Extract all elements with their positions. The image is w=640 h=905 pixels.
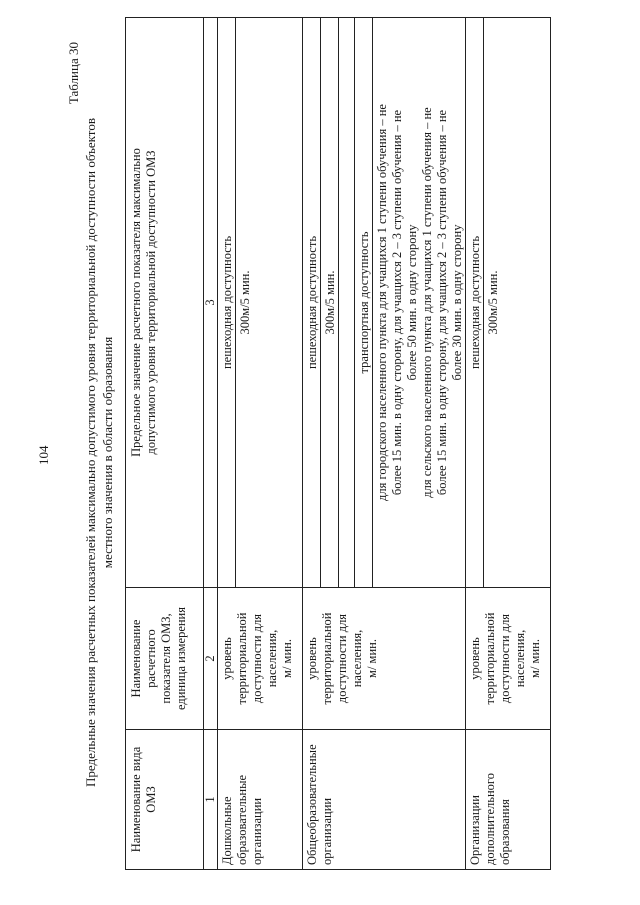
walk-label: пешеходная доступность <box>218 18 236 588</box>
transport-text: для городского населенного пункта для учащихся 1 ступени обучения – не более 15 мин. в одну сторону, для учащихся 2 – 3 ступени обучения – не более 50 мин. в одну сторону для сельского населенного пункта для учащихся 1 ступени обучения – не более 15 мин. в одну сторону, для учащихся 2 – 3 ступени обучения – не более 30 мин. в одну сторону <box>373 18 466 588</box>
header-limit-value: Предельное значение расчетного показателя максимально допустимого уровня территориальной доступности ОМЗ <box>126 18 204 588</box>
table-label: Таблица 30 <box>66 42 81 105</box>
walk-value: 300м/5 мин. <box>321 18 339 588</box>
column-number: 1 <box>204 730 218 870</box>
accessibility-table <box>125 17 551 870</box>
header-row <box>126 18 204 870</box>
omz-type: Общеобразовательные организации <box>303 730 466 870</box>
omz-type: Организации дополнительного образования <box>466 730 551 870</box>
indicator: уровень территориальной доступности для населения, м/ мин. <box>218 588 303 730</box>
indicator: уровень территориальной доступности для населения, м/ мин. <box>466 588 551 730</box>
caption-line: местного значения в области образования <box>100 336 115 569</box>
header-indicator: Наименование расчетного показателя ОМЗ, единица измерения <box>126 588 204 730</box>
walk-value: 300м/5 мин. <box>484 18 551 588</box>
table-row <box>218 18 236 870</box>
table-row <box>466 18 484 870</box>
indicator: уровень территориальной доступности для населения, м/ мин. <box>303 588 466 730</box>
table-row <box>303 18 321 870</box>
caption-line: Предельные значения расчетных показателей максимально допустимого уровня территориальной доступности объектов <box>83 118 98 787</box>
column-number: 2 <box>204 588 218 730</box>
empty-cell <box>339 18 355 588</box>
omz-type: Дошкольные образовательные организации <box>218 730 303 870</box>
transport-label: транспортная доступность <box>355 18 373 588</box>
page-number: 104 <box>36 445 51 465</box>
walk-label: пешеходная доступность <box>303 18 321 588</box>
column-number-row <box>204 18 218 870</box>
table-caption <box>82 40 116 865</box>
header-type: Наименование вида ОМЗ <box>126 730 204 870</box>
walk-label: пешеходная доступность <box>466 18 484 588</box>
column-number: 3 <box>204 18 218 588</box>
walk-value: 300м/5 мин. <box>236 18 303 588</box>
